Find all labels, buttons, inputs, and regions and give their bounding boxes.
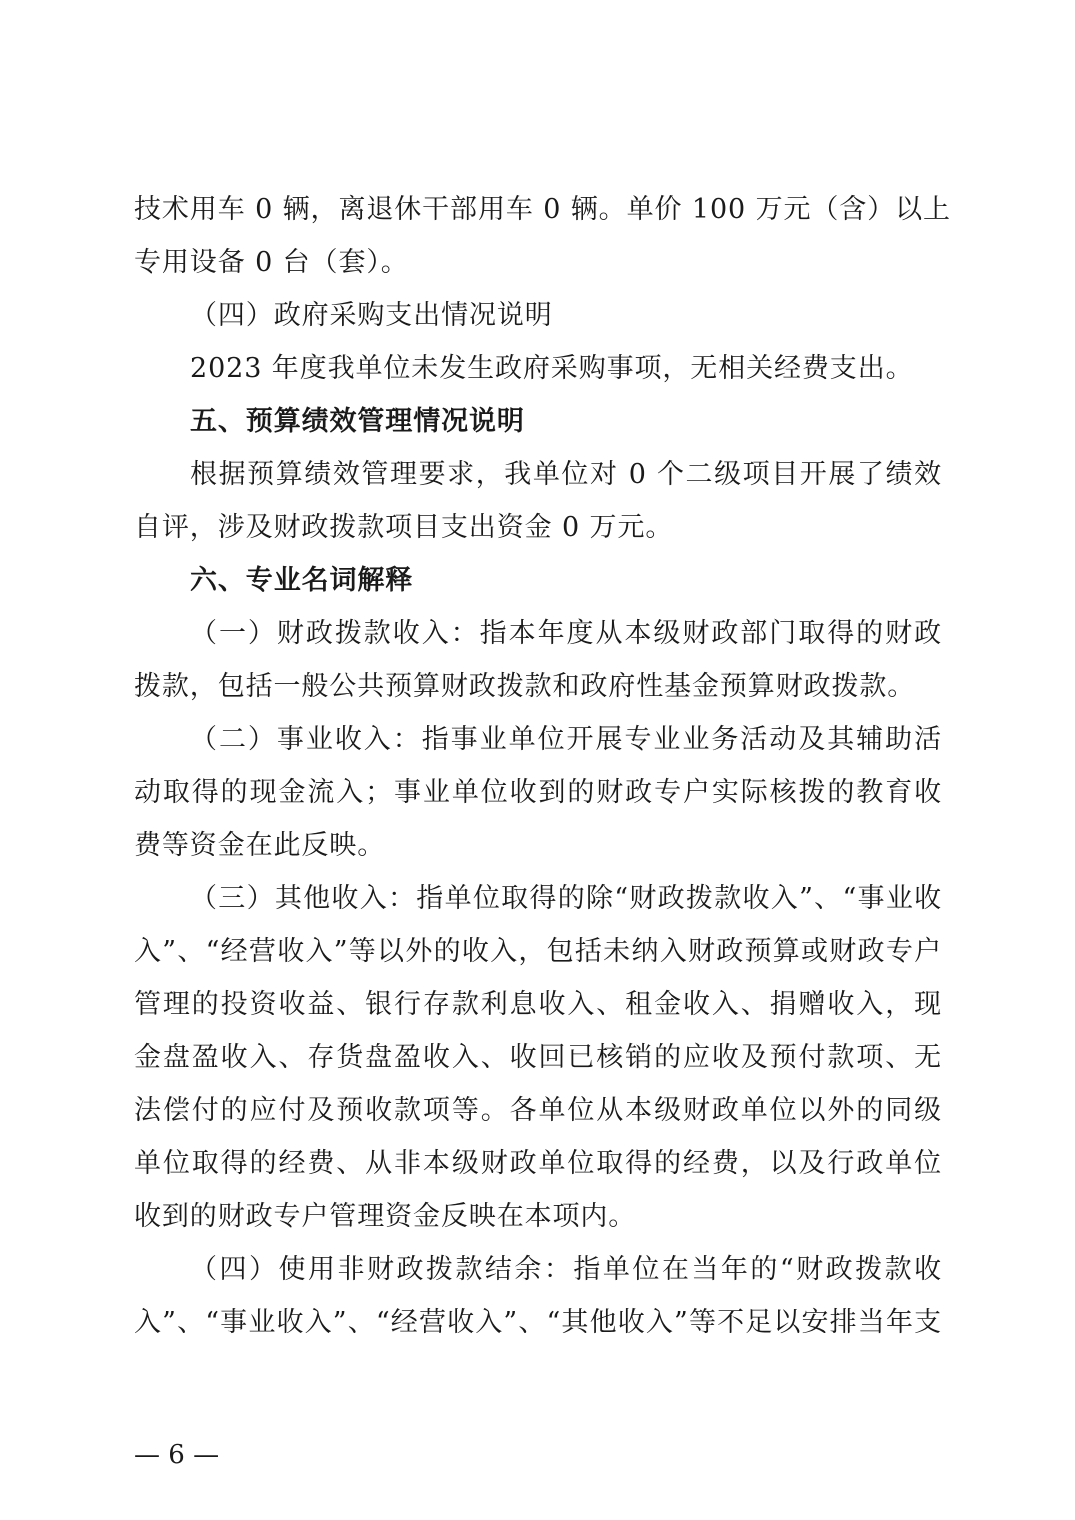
- text-line: 收到的财政专户管理资金反映在本项内。: [134, 1201, 637, 1232]
- text-line: （二）事业收入：指事业单位开展专业业务活动及其辅助活: [190, 724, 942, 755]
- section-subheading: （四）政府采购支出情况说明: [190, 300, 553, 331]
- text-line: 专用设备 0 台（套）。: [134, 247, 409, 278]
- text-line: （三）其他收入：指单位取得的除“财政拨款收入”、“事业收: [190, 883, 942, 914]
- document-body: [134, 183, 951, 1349]
- section-heading: 五、预算绩效管理情况说明: [190, 406, 525, 437]
- text-line: （四）使用非财政拨款结余：指单位在当年的“财政拨款收: [190, 1254, 942, 1285]
- text-line: 自评，涉及财政拨款项目支出资金 0 万元。: [134, 512, 674, 543]
- text-line: 金盘盈收入、存货盘盈收入、收回已核销的应收及预付款项、无: [134, 1042, 942, 1073]
- text-line: （一）财政拨款收入：指本年度从本级财政部门取得的财政: [190, 618, 942, 649]
- text-line: 动取得的现金流入；事业单位收到的财政专户实际核拨的教育收: [134, 777, 942, 808]
- text-line: 根据预算绩效管理要求，我单位对 0 个二级项目开展了绩效: [190, 459, 942, 490]
- text-line: 2023 年度我单位未发生政府采购事项，无相关经费支出。: [190, 353, 914, 384]
- text-line: 入”、“事业收入”、“经营收入”、“其他收入”等不足以安排当年支: [134, 1307, 942, 1338]
- text-line: 单位取得的经费、从非本级财政单位取得的经费，以及行政单位: [134, 1148, 942, 1179]
- text-line: 技术用车 0 辆，离退休干部用车 0 辆。单价 100 万元（含）以上: [134, 194, 951, 225]
- page-number: — 6 —: [134, 1440, 220, 1470]
- text-line: 法偿付的应付及预收款项等。各单位从本级财政单位以外的同级: [134, 1095, 942, 1126]
- text-line: 费等资金在此反映。: [134, 830, 386, 861]
- text-line: 管理的投资收益、银行存款利息收入、租金收入、捐赠收入，现: [134, 989, 942, 1020]
- section-heading: 六、专业名词解释: [190, 565, 414, 596]
- text-line: 入”、“经营收入”等以外的收入，包括未纳入财政预算或财政专户: [134, 936, 942, 967]
- text-line: 拨款，包括一般公共预算财政拨款和政府性基金预算财政拨款。: [134, 671, 916, 702]
